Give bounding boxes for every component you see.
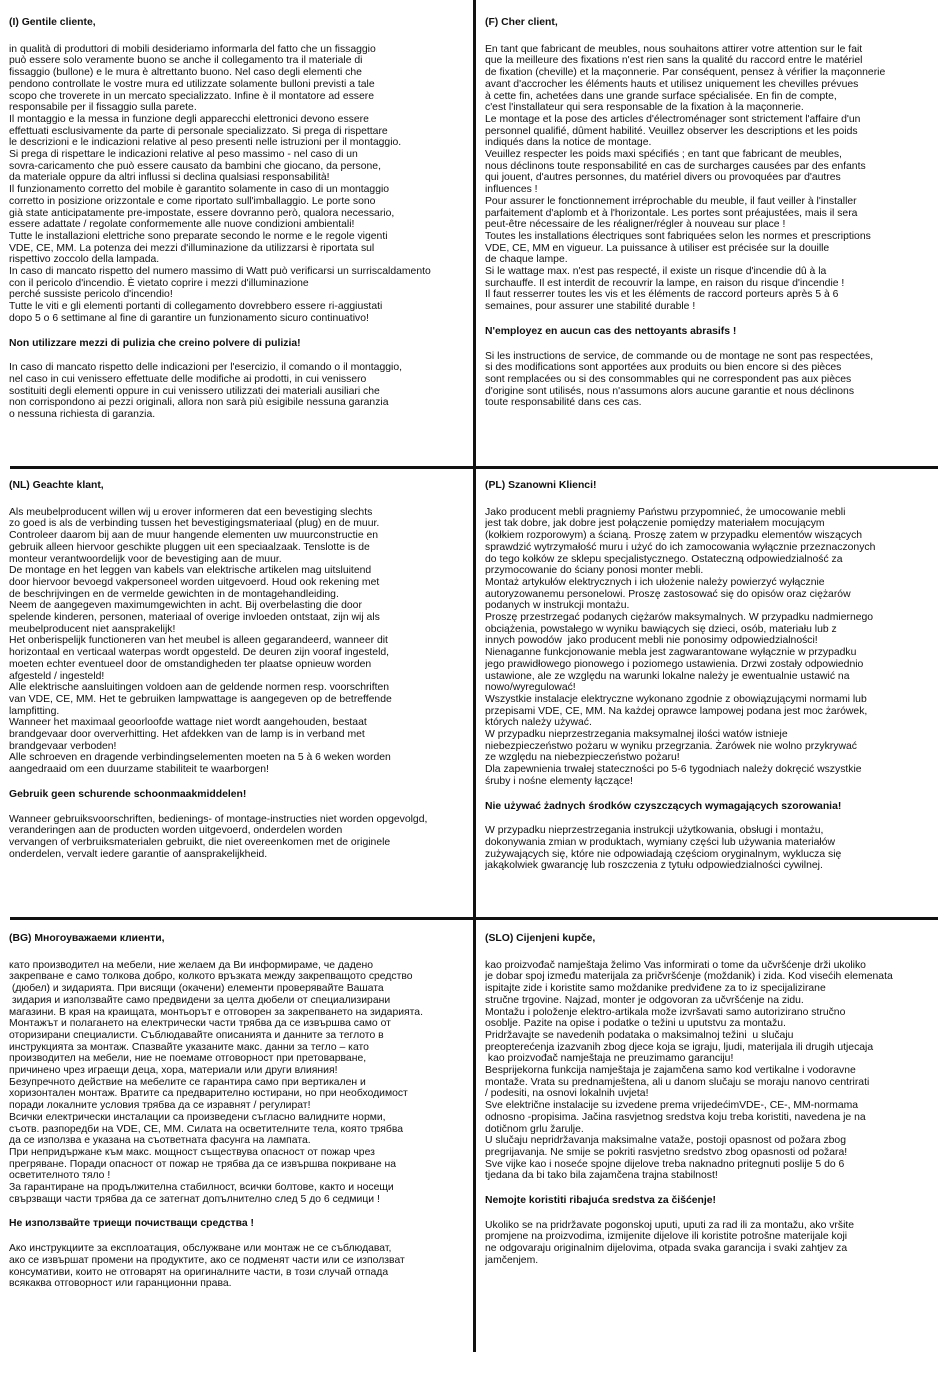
section-disclaimer: In caso di mancato rispetto delle indicazioni per l'esercizio, il comando o il montaggio, nel caso in cui venissero effettuate delle modifiche ai prodotti, in cui venissero sostituiti degli elementi oppure in cui venissero utilizzati dei materiali ausiliari che non corrispondono ai pezzi originali, allora non sarà più esigibile nessuna garanzia o nessuna richiesta di garanzia. — [9, 362, 402, 421]
section-french — [485, 17, 943, 463]
section-body: Als meubelproducent willen wij u erover informeren dat een bevestiging slechts zo goed is als de verbinding tussen het bevestigingsmateriaal (plug) en de muur. Controleer daarom bij aan de muur hangende elementen uw muurconstructie en gebruik alleen hiervoor geschikte pluggen uit een speciaalzaak. Tenslotte is de monteur verantwoordelijk voor de bevestiging aan de muur. De montage en het leggen van kabels van elektrische artikelen mag uitsluitend door hiervoor bevoegd vakpersoneel worden uitgevoerd. Houd ook rekening met de beschrijvingen en de vermelde gewichten in de montagehandleiding. Neem de aangegeven maximumgewichten in acht. Bij overbelasting die door spelende kinderen, personen, materiaal of overige invloeden ontstaat, zijn wij als meubelproducent niet aansprakelijk! Het onberispelijk functioneren van het meubel is alleen gegarandeerd, wanneer dit horizontaal en verticaal waterpas wordt opgesteld. De deuren zijn vooraf ingesteld, moeten echter eventueel door de omstandigheden ter plaatse opnieuw worden afgesteld / ingesteld! Alle elektrische aansluitingen voldoen aan de geldende normen resp. voorschriften van VDE, CE, MM. Het te gebruiken lampwattage is aangegeven op de betreffende lampfitting. Wanneer het maximaal geoorloofde wattage niet wordt aangehouden, bestaat brandgevaar door oververhitting. Het afdekken van de lamp is in verband met brandgevaar verboden! Alle schroeven en dragende verbindingselementen moeten na 5 à 6 weken worden aangedraaid om een duurzame stabiliteit te waarborgen! — [9, 506, 392, 776]
section-body: kao proizvođač namještaja želimo Vas informirati o tome da učvršćenje drži ukoliko je dobar spoj između materijala za pričvršćenje (moždanik) i zida. Kod visećih elemenata ispitajte zide i koristite samo moždanike predviđene za to iz specijalizirane stručne trgovine. Najzad, monter je odgovoran za učvršćenje na zidu. Montažu i položenje elektro-artikala može izvršavati samo autorizirano stručno osoblje. Pazite na opise i podatke o težini u uputstvu za montažu. Pridržavajte se navedenih podataka o maksimalnoj težini u slučaju preopterećenja izazvanih zbog djece koja se igraju, ljudi, materijala ili drugih utjecaja kao proizvođač namještaja ne preuzimamo garanciju! Besprijekorna funkcija namještaja je zajamčena samo kod vertikalne i vodoravne montaže. Vrata su prednamještena, ali u danom slučaju se moraju nanovo centrirati / podesiti, na osnovi lokalnih uvjeta! Sve električne instalacije su izvedene prema vrijedećimVDE-, CE-, MM-normama odnosno -propisima. Jačina rasvjetnog sredstva koju treba koristiti, navedena je na dotičnom grlu žarulje. U slučaju nepridržavanja maksimalne vataže, postoji opasnost od požara zbog pregrijavanja. Ne smije se pokriti rasvjetno sredstvo zbog opasnosti od požara! Sve vijke kao i noseće spojne dijelove treba naknadno pritegnuti poslije 5 do 6 tjedana da bi tako bila zajamčena trajna stabilnost! — [485, 959, 893, 1182]
section-body: in qualità di produttori di mobili desideriamo informarla del fatto che un fissaggio può essere solo veramente buono se anche il collegamento tra il materiale di fissaggio (bullone) e le mura è altrettanto buono. Nel caso degli elementi che pendono controllate le vostre mura ed utilizzate solamente bulloni previsti a tale scopo che troverete in un mercato specializzato. Infine è il montatore ad essere responsabile per il fissaggio sulla parete. Il montaggio e la messa in funzione degli apparecchi elettronici devono essere effettuati esclusivamente da parte di personale specializzato. Si prega di rispettare le descrizioni e le indicazioni relative al peso presenti nelle istruzioni per il montaggio. Si prega di rispettare le indicazioni relative al peso massimo - nel caso di un sovra-caricamento che può essere causato da bambini che giocano, da persone, da materiale oppure da altri influssi si declina qualsiasi responsabilità! Il funzionamento corretto del mobile è garantito solamente in caso di un montaggio corretto in posizione orizzontale e come riportato sull'imballaggio. Le porte sono già state anticipatamente pre-impostate, essere dovranno però, qualora necessario, essere adattate / regolate conformemente alle nuove condizioni ambientali! Tutte le installazioni elettriche sono preparate secondo le norme e le regole vigenti VDE, CE, MM. La potenza dei mezzi d'illuminazione da utilizzarsi è riportata sul rispettivo zoccolo della lampada. In caso di mancato rispetto del numero massimo di Watt può verificarsi un surriscaldamento con il pericolo d'incendio. È vietato coprire i mezzi d'illuminazione perché sussiste pericolo d'incendio! Tutte le viti e gli elementi portanti di collegamento dovrebbero essere ri-aggiustati dopo 5 o 6 settimane al fine di garantire un funzionamento sicuro continuativo! — [9, 43, 431, 324]
section-disclaimer: Wanneer gebruiksvoorschriften, bedienings- of montage-instructies niet worden opgevolgd, veranderingen aan de producten worden uitgevoerd, onderdelen worden vervangen of verbruiksmaterialen gebruikt, die niet overeenkomen met de originele onderdelen, vervalt iedere garantie of aansprakelijkheid. — [9, 813, 428, 860]
column-divider — [473, 0, 476, 1352]
row-divider-1 — [10, 466, 938, 469]
row-divider-2 — [10, 917, 938, 920]
section-polish — [485, 480, 943, 914]
section-title: (F) Cher client, — [485, 17, 558, 28]
section-warning: Non utilizzare mezzi di pulizia che creino polvere di pulizia! — [9, 337, 301, 349]
section-warning: Gebruik geen schurende schoonmaakmiddelen! — [9, 788, 247, 800]
section-title: (SLO) Cijenjeni kupče, — [485, 933, 596, 944]
section-title: (NL) Geachte klant, — [9, 480, 104, 491]
section-title: (BG) Многоуважаеми клиенти, — [9, 933, 165, 944]
section-warning: Nemojte koristiti ribajuća sredstva za čišćenje! — [485, 1195, 716, 1207]
section-warning: N'employez en aucun cas des nettoyants abrasifs ! — [485, 325, 737, 337]
section-disclaimer: Ако инструкциите за експлоатация, обслужване или монтаж не се съблюдават, ако се извършат промени на продуктите, ако се подменят части или се използват консумативи, които не отговарят на оригиналните части, в този случай отпада всякаква отговорност или гаранционни права. — [9, 1243, 405, 1290]
section-body: En tant que fabricant de meubles, nous souhaitons attirer votre attention sur le fait que la meilleure des fixations n'est rien sans la qualité du raccord entre le matériel de fixation (cheville) et la maçonnerie. Par conséquent, pensez à vérifier la maçonnerie avant d'accrocher les éléments hauts et utilisez uniquement les chevilles prévues à cette fin, achetées dans une grande surface spécialisée. En fin de compte, c'est l'installateur qui sera responsable de la fixation à la maçonnerie. Le montage et la pose des articles d'électroménager sont strictement l'affaire d'un personnel qualifié, dûment habilité. Veuillez observer les descriptions et les poids indiqués dans la notice de montage. Veuillez respecter les poids maxi spécifiés ; en tant que fabricant de meubles, nous déclinons toute responsabilité en cas de surcharges causées par des enfants qui jouent, d'autres personnes, du matériel divers ou provoquées par d'autres influences ! Pour assurer le fonctionnement irréprochable du meuble, il faut veiller à l'installer parfaitement d'aplomb et à l'horizontale. Les portes sont préajustées, mais il sera peut-être nécessaire de les réaligner/régler à nouveau sur place ! Toutes les installations électriques sont fabriquées selon les normes et prescriptions VDE, CE, MM en vigueur. La puissance à utiliser est précisée sur la douille de chaque lampe. Si le wattage max. n'est pas respecté, il existe un risque d'incendie dû à la surchauffe. Il est interdit de recouvrir la lampe, en raison du risque d'incendie ! Il faut resserrer toutes les vis et les éléments de raccord porteurs après 5 à 6 semaines, pour assurer une stabilité durable ! — [485, 43, 886, 313]
section-body: като производител на мебели, ние желаем да Ви информираме, че дадено закрепване е само толкова добро, колкото връзката между закрепващото средство (дюбел) и зидарията. При висящи (окачени) елементи проверявайте Вашата зидария и използвайте само предвидени за целта дюбели от специализирани магазини. В края на краищата, монтьорът е отговорен за закрепването на зидарията. Монтажът и полагането на електрически части трябва да се извършва само от оторизирани специалисти. Съблюдавайте описанията и данните за теглото в инструкцията за монтаж. Спазвайте указаните макс. данни за тегло – като производител на мебели, ние не поемаме отговорност при претоварване, причинено чрез играещи деца, хора, материали или други влияния! Безупречното действие на мебелите се гарантира само при вертикален и хоризонтален монтаж. Вратите са предварително юстирани, но при необходимост поради локалните условия трябва да се изравнят / регулират! Всички електрически инсталации са произведени съгласно валидните норми, съотв. разпоредби на VDE, CE, MM. Силата на осветителните тела, която трябва да се използва е указана на съответната фасунга на лампата. При непридържане към макс. мощност съществува опасност от пожар чрез прегряване. Поради опасност от пожар не трябва да се извършва покриване на осветителното тяло ! За гарантиране на продължителна стабилност, всички болтове, както и носещи свързващи части трябва да се затегнат допълнително след 5 до 6 седмици ! — [9, 959, 423, 1205]
section-disclaimer: Ukoliko se na pridržavate pogonskoj uputi, uputi za rad ili za montažu, ako vršite promjene na proizvodima, izmijenite dijelove ili koristite potrošne materijale koji ne odgovaraju originalnim dijelovima, otpada svaka garancija i svaki zahtjev za jamčenjem. — [485, 1219, 855, 1266]
section-bulgarian — [9, 933, 471, 1353]
section-slovenian — [485, 933, 943, 1353]
section-italian — [9, 17, 471, 463]
section-disclaimer: W przypadku nieprzestrzegania instrukcji użytkowania, obsługi i montażu, dokonywania zmian w produktach, wymiany części lub używania materiałów zużywających się, które nie odpowiadają częściom oryginalnym, wyklucza się jakąkolwiek gwarancję lub roszczenia z tytułu odpowiedzialności cywilnej. — [485, 825, 842, 872]
section-disclaimer: Si les instructions de service, de commande ou de montage ne sont pas respectées, si des modifications sont apportées aux produits ou bien encore si des pièces sont remplacées ou si des consommables qui ne correspondent pas aux pièces d'origine sont utilisés, nous n'assumons alors aucune garantie et nous déclinons toute responsabilité dans ces cas. — [485, 350, 874, 409]
section-dutch — [9, 480, 471, 914]
section-body: Jako producent mebli pragniemy Państwu przypomnieć, że umocowanie mebli jest tak dobre, jak dobre jest połączenie pomiędzy materiałem mocującym (kołkiem rozporowym) a ścianą. Proszę zatem w przypadku elementów wiszących sprawdzić wytrzymałość muru i użyć do ich zamocowania wyłącznie przeznaczonych do tego kołków ze sklepu specjalistycznego. Ostateczną odpowiedzialność za przymocowanie do ściany ponosi monter mebli. Montaż artykułów elektrycznych i ich ułożenie należy powierzyć wyłącznie autoryzowanemu personelowi. Proszę zastosować się do opisów oraz ciężarów podanych w instrukcji montażu. Proszę przestrzegać podanych ciężarów maksymalnych. W przypadku nadmiernego obciążenia, powstałego w wyniku bawiących się dzieci, osób, materiału lub z innych powodów jako producent mebli nie ponosimy odpowiedzialności! Nienaganne funkcjonowanie mebla jest zagwarantowane wyłącznie w przypadku jego prawidłowego pionowego i poziomego ustawienia. Drzwi zostały odpowiednio ustawione, ale ze względu na warunki lokalne należy je ewentualnie ustawić na nowo/wyregulować! Wszystkie instalacje elektryczne wykonano zgodnie z obowiązującymi normami lub przepisami VDE, CE, MM. Na każdej oprawce lampowej podana jest moc żarówek, których należy używać. W przypadku nieprzestrzegania maksymalnej ilości watów istnieje niebezpieczeństwo pożaru w wyniku przegrzania. Żarówek nie wolno przykrywać ze względu na niebezpieczeństwo pożaru! Dla zapewnienia trwałej stateczności po 5-6 tygodniach należy dokręcić wszystkie śruby i nośne elementy łączące! — [485, 506, 876, 787]
section-title: (PL) Szanowni Klienci! — [485, 480, 597, 491]
section-title: (I) Gentile cliente, — [9, 17, 96, 28]
section-warning: Nie używać żadnych środków czyszczących wymagających szorowania! — [485, 800, 842, 812]
section-warning: Не използвайте триещи почистващи средства ! — [9, 1218, 254, 1230]
